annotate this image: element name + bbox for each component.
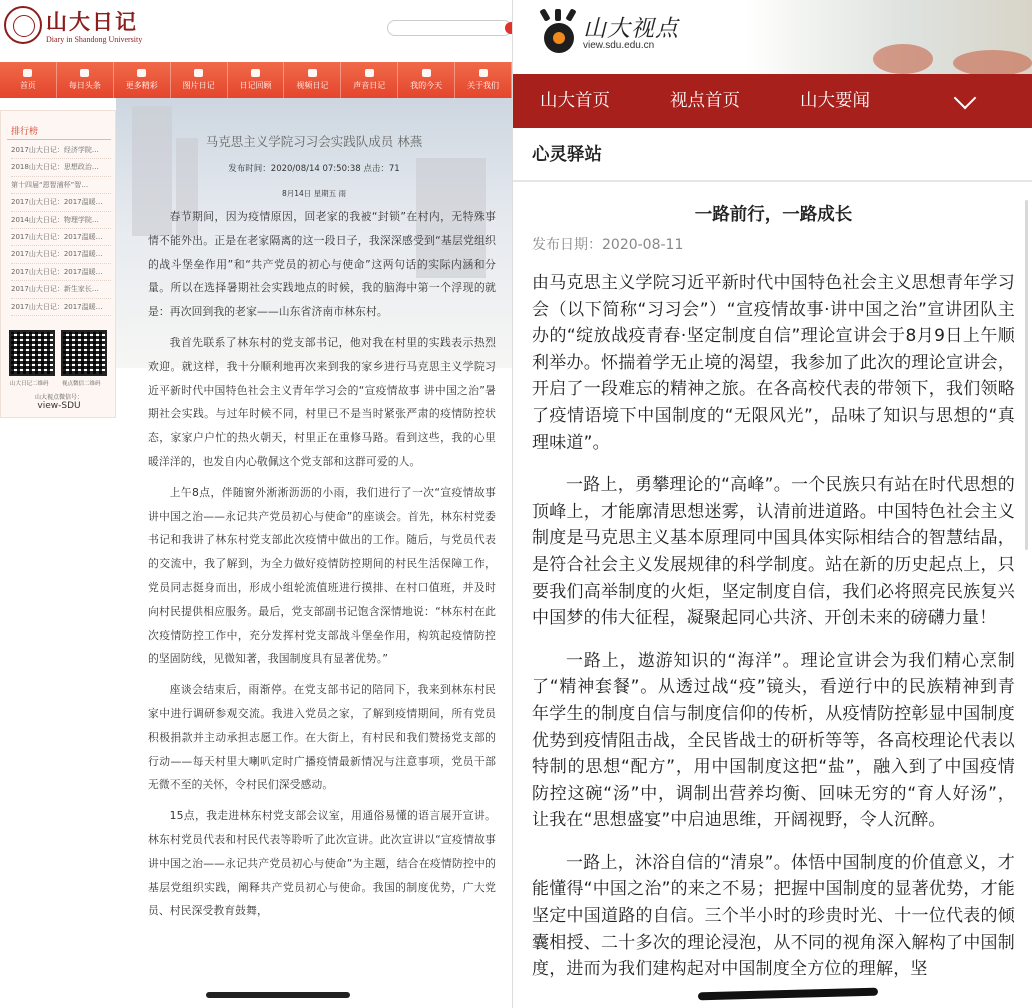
qr-caption: 山大日记二维码 <box>10 381 49 387</box>
ranking-sidebar <box>0 110 116 418</box>
divider <box>7 139 111 140</box>
nav-label: 我的今天 <box>410 81 443 90</box>
chevron-down-icon[interactable] <box>951 88 981 114</box>
nav-item-sdu-home[interactable]: 山大首页 <box>540 91 610 111</box>
nav-label: 首页 <box>19 81 36 90</box>
ranking-item[interactable]: 2017山大日记：经济学院… <box>11 142 111 159</box>
video-icon <box>308 69 317 77</box>
site-url: view.sdu.edu.cn <box>583 40 655 51</box>
nav-item-view-home[interactable]: 视点首页 <box>670 91 740 111</box>
redaction-mark <box>206 992 350 998</box>
main-nav <box>0 62 512 98</box>
nav-item-news[interactable]: 山大要闻 <box>800 91 870 111</box>
nav-item-headline[interactable] <box>57 62 114 98</box>
logo-ray <box>565 8 576 21</box>
qr-caption: 视点微信二维码 <box>62 381 101 387</box>
article-paragraph: 一路上，勇攀理论的“高峰”。一个民族只有站在时代思想的顶峰上，才能廓清思想迷雾，认清前进道路。中国特色社会主义制度是马克思主义基本原理同中国具体实际相结合的智慧结晶，是符合社会主义发展规律的科学制度。站在新的历史起点上，只要我们高举制度的火炬，坚定制度自信，我们必将照亮民族复兴中国梦的伟大征程，凝聚起同心共济、开创未来的磅礴力量！ <box>532 475 1015 629</box>
nav-item-more[interactable] <box>114 62 171 98</box>
article-paragraph: 座谈会结束后，雨渐停。在党支部书记的陪同下，我来到林东村民家中进行调研参观交流。我进入党员之家，了解到疫情期间，所有党员积极捐款并主动承担志愿工作。在大街上，有村民和我们赞扬党支部的行动——每天村里大喇叭定时广播疫情最新情况与注意事项，党员干部无微不至的关怀，令村民们深受感动。 <box>148 683 496 792</box>
article-date: 发布日期：2020-08-11 <box>532 237 684 253</box>
logo-ray <box>555 9 561 21</box>
nav-label: 关于我们 <box>467 81 500 90</box>
search-input[interactable] <box>387 20 512 36</box>
ranking-item[interactable]: 2017山大日记：2017温暖… <box>11 246 111 263</box>
account-label: 山大视点微信号： <box>34 394 83 401</box>
article-paragraph: 春节期间，因为疫情原因，回老家的我被“封锁”在村内，无特殊事情不能外出。正是在老家隔离的这一段日子，我深深感受到“基层党组织的战斗堡垒作用”和“共产党员的初心与使命”这两句话的实际内涵和分量。所以在选择暑期社会实践地点的时候，我的脑海中第一个浮现的就是：再次回到我的老家——山东省济南市林东村。 <box>148 210 496 319</box>
banner-decoration <box>873 44 933 74</box>
nav-label: 视频日记 <box>296 81 329 90</box>
ranking-item[interactable]: 2017山大日记：2017温暖… <box>11 194 111 211</box>
right-article <box>532 198 1015 999</box>
ranking-item[interactable]: 2018山大日记：思想政治… <box>11 159 111 176</box>
article-meta: 发布时间：2020/08/14 07:50:38 点击：71 <box>228 164 400 174</box>
left-article <box>126 130 502 930</box>
left-header <box>0 0 512 62</box>
main-nav <box>513 74 1032 128</box>
nav-label: 日记回顾 <box>239 81 272 90</box>
nav-item-review[interactable] <box>228 62 285 98</box>
left-panel <box>0 0 512 1008</box>
logo-ray <box>539 8 550 21</box>
review-icon <box>251 69 260 77</box>
article-title: 马克思主义学院习习会实践队成员 林燕 <box>205 134 423 149</box>
article-title: 一路前行，一路成长 <box>694 205 853 225</box>
ranking-item[interactable]: 2017山大日记：新生家长… <box>11 281 111 298</box>
nav-label: 更多精彩 <box>125 81 158 90</box>
ranking-item[interactable]: 第十四届“恩智浦杯”智… <box>11 177 111 194</box>
qr-code-icon <box>61 330 107 376</box>
site-subtitle: Diary in Shandong University <box>46 35 143 44</box>
book-icon <box>137 69 146 77</box>
article-date-line: 8月14日 星期五 雨 <box>281 189 347 198</box>
scrollbar[interactable] <box>1025 200 1028 550</box>
nav-item-about[interactable] <box>455 62 512 98</box>
microphone-icon <box>365 69 374 77</box>
article-paragraph: 15点，我走进林东村党支部会议室，用通俗易懂的语言展开宣讲。林东村党员代表和村民代表等聆听了此次宣讲。此次宣讲以“宣疫情故事 讲中国之治——永记共产党员初心与使命”为主题，结合在疫情防控中的基层党组织实践，阐释共产党员初心与使命。我国的制度优势，广大党员、村民深受教育鼓舞， <box>148 809 496 918</box>
ranking-item[interactable]: 2014山大日记：物理学院… <box>11 212 111 229</box>
search-icon[interactable] <box>505 22 512 34</box>
right-header <box>513 0 1032 74</box>
home-icon <box>23 69 32 77</box>
banner-decoration <box>953 50 1032 76</box>
account-name: view-SDU <box>37 401 81 411</box>
article-paragraph: 由马克思主义学院习近平新时代中国特色社会主义思想青年学习会（以下简称“习习会”）“宣疫情故事·讲中国之治”宣讲团队主办的“绽放战疫青春·坚定制度自信”理论宣讲会于8月9日上午顺利举办。怀揣着学无止境的渴望，我参加了此次的理论宣讲会，开启了一段难忘的精神之旅。在各高校代表的带领下，我们领略了疫情语境下中国制度的“无限风光”，品味了知识与思想的“真理味道”。 <box>532 273 1015 453</box>
nav-item-home[interactable] <box>0 62 57 98</box>
ranking-item[interactable]: 2017山大日记：2017温暖… <box>11 299 111 316</box>
ranking-list <box>11 142 111 316</box>
user-icon <box>479 69 488 77</box>
nav-item-voice-diary[interactable] <box>341 62 398 98</box>
article-paragraph: 一路上，遨游知识的“海洋”。理论宣讲会为我们精心烹制了“精神套餐”。从透过战“疫”镜头，看逆行中的民族精神到青年学生的制度自信与制度信仰的传析，从疫情防控彰显中国制度优势到疫情阻击战，全民皆战士的研析等等，各高校理论代表以特制的思想“配方”，用中国制度这把“盐”，融入到了中国疫情防控这碗“汤”中，调制出营养均衡、回味无穷的“育人好汤”，让我在“思想盛宴”中启迪思维，开阔视野，令人沉醉。 <box>532 650 1015 831</box>
article-paragraph: 我首先联系了林东村的党支部书记，他对我在村里的实践表示热烈欢迎。就这样，我十分顺利地再次来到我的家乡进行马克思主义学院习近平新时代中国特色社会主义青年学习会的“宣疫情故事 讲中国之治”暑期社会实践。与过年时候不同，村里已不是当时紧张严肃的疫情防控状态，家家户户忙的热火朝天，村里正在重修马路。看到这些，我的心里暖洋洋的，也发自内心敬佩这个党支部和这群可爱的人。 <box>148 335 496 468</box>
nav-item-photo-diary[interactable] <box>171 62 228 98</box>
heart-icon <box>422 69 431 77</box>
camera-icon <box>194 69 203 77</box>
site-title[interactable]: 山大视点 <box>583 16 679 42</box>
section-header <box>513 128 1032 182</box>
nav-label: 声音日记 <box>353 81 386 90</box>
headline-icon <box>80 69 89 77</box>
nav-label: 图片日记 <box>182 81 215 90</box>
ranking-item[interactable]: 2017山大日记：2017温暖… <box>11 264 111 281</box>
university-seal-icon[interactable] <box>4 6 42 44</box>
ranking-item[interactable]: 2017山大日记：2017温暖… <box>11 229 111 246</box>
logo-eye <box>544 23 574 53</box>
qr-code-icon <box>9 330 55 376</box>
article-paragraph: 一路上，沐浴自信的“清泉”。体悟中国制度的价值意义，才能懂得“中国之治”的来之不易；把握中国制度的显著优势，才能坚定中国道路的自信。三个半小时的珍贵时光、十一位代表的倾囊相授、二十多次的理论浸泡，从不同的视角深入解构了中国制度，进而为我们建构起对中国制度全方位的理解，坚 <box>532 852 1015 980</box>
right-panel <box>513 0 1032 1008</box>
article-paragraph: 上午8点，伴随窗外淅淅沥沥的小雨，我们进行了一次“宣疫情故事 讲中国之治——永记共产党员初心与使命”的座谈会。首先，林东村党委书记和我讲了林东村党支部此次疫情中做出的工作。随后，与党员代表的交流中，我了解到，为全力做好疫情防控期间的村民生活保障工作，党员同志挺身而出，形成小组轮流值班进行摸排、在村口值班，并及时向村民提供相应服务。最后，党支部副书记饱含深情地说：“林东村在此次疫情防控工作中，充分发挥村党支部战斗堡垒作用，构筑起疫情防控的坚固防线，见微知著，我国制度具有显著优势。” <box>148 485 496 666</box>
ranking-title: 排行榜 <box>11 127 39 137</box>
nav-label: 每日头条 <box>68 81 101 90</box>
section-title: 心灵驿站 <box>532 145 602 165</box>
nav-item-video-diary[interactable] <box>284 62 341 98</box>
eye-logo-icon[interactable] <box>538 9 578 53</box>
site-title[interactable]: 山大日记 <box>46 9 138 34</box>
nav-item-my-today[interactable] <box>398 62 455 98</box>
